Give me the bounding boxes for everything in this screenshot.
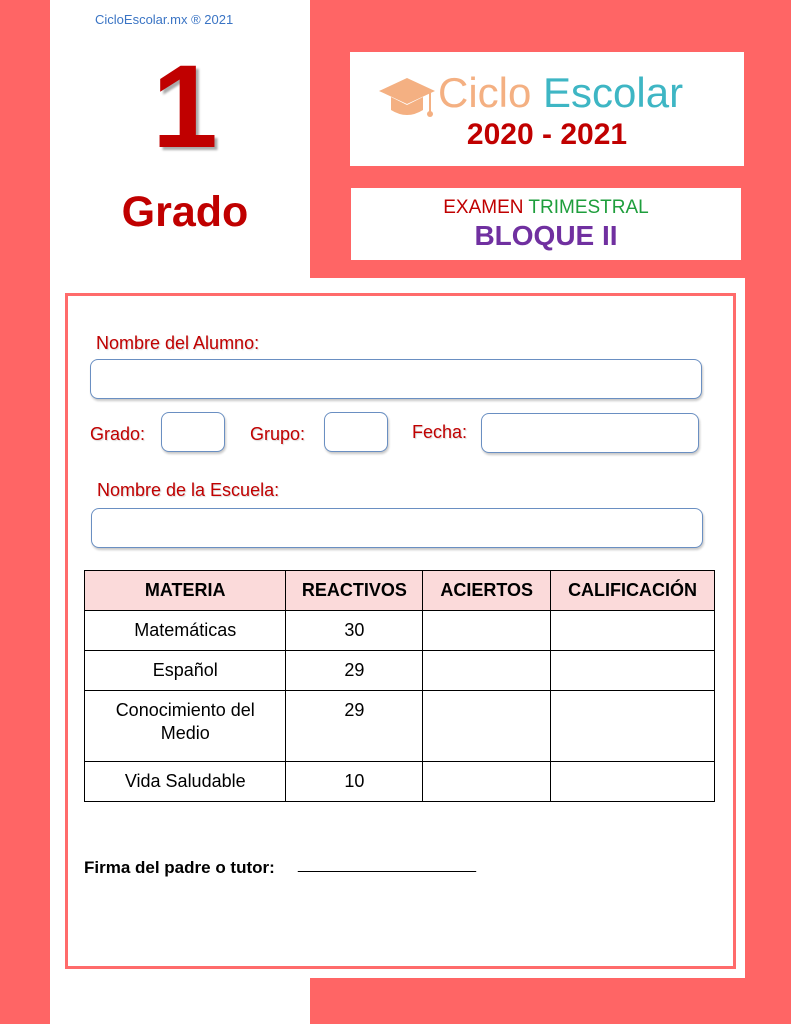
header-reactivos: REACTIVOS <box>286 571 423 611</box>
group-field[interactable] <box>324 412 388 452</box>
table-row <box>85 691 715 762</box>
items-cell: 29 <box>286 691 423 762</box>
table-row <box>85 762 715 802</box>
bottom-color-band <box>310 978 791 1024</box>
subject-cell: Conocimiento del Medio <box>85 691 286 762</box>
school-name-field[interactable] <box>91 508 703 548</box>
student-name-field[interactable] <box>90 359 702 399</box>
graduation-cap-icon <box>378 74 436 124</box>
date-label-text: Fecha <box>412 422 463 442</box>
subject-cell: Español <box>85 651 286 691</box>
grade-number: 1 <box>152 41 218 173</box>
date-field[interactable] <box>481 413 699 453</box>
score-cell[interactable] <box>551 651 715 691</box>
subject-cell: Matemáticas <box>85 611 286 651</box>
grade-label <box>90 424 145 445</box>
date-label <box>412 422 467 443</box>
score-cell[interactable] <box>551 762 715 802</box>
scores-table <box>84 570 715 802</box>
logo-wordmark <box>438 69 684 116</box>
logo-word-ciclo: Ciclo <box>438 69 532 116</box>
score-cell[interactable] <box>551 691 715 762</box>
exam-type <box>351 197 741 219</box>
signature-line[interactable]: ____________________ <box>298 856 476 873</box>
table-row <box>85 611 715 651</box>
student-name-label: Nombre del Alumno: <box>96 333 260 353</box>
group-label-text: Grupo <box>250 424 301 444</box>
logo-word-escolar: Escolar <box>543 69 684 116</box>
table-header-row <box>85 571 715 611</box>
grade-word: Grado <box>121 188 249 236</box>
school-name-label: Nombre de la Escuela: <box>97 480 280 500</box>
items-cell: 30 <box>286 611 423 651</box>
right-color-band <box>745 278 791 1024</box>
grade-field[interactable] <box>161 412 225 452</box>
items-cell: 29 <box>286 651 423 691</box>
group-label <box>250 424 305 445</box>
header-calificacion: CALIFICACIÓN <box>551 571 715 611</box>
correct-cell[interactable] <box>423 651 551 691</box>
exam-block: BLOQUE II <box>474 220 618 251</box>
signature-label: Firma del padre o tutor: <box>84 858 275 877</box>
exam-box <box>351 188 741 260</box>
score-cell[interactable] <box>551 611 715 651</box>
grade-label-text: Grado <box>90 424 141 444</box>
correct-cell[interactable] <box>423 611 551 651</box>
copyright-text: CicloEscolar.mx ® 2021 <box>95 12 234 27</box>
school-year: 2020 - 2021 <box>466 118 628 151</box>
exam-type-word-examen: EXAMEN <box>443 197 524 218</box>
header-materia: MATERIA <box>85 571 286 611</box>
items-cell: 10 <box>286 762 423 802</box>
group-label-colon: : <box>300 424 306 444</box>
subject-cell: Vida Saludable <box>85 762 286 802</box>
header-aciertos: ACIERTOS <box>423 571 551 611</box>
exam-type-word-trimestral: TRIMESTRAL <box>528 197 649 218</box>
correct-cell[interactable] <box>423 691 551 762</box>
date-label-colon: : <box>462 422 468 442</box>
grade-label-colon: : <box>140 424 146 444</box>
logo-box <box>350 52 744 166</box>
table-row <box>85 651 715 691</box>
correct-cell[interactable] <box>423 762 551 802</box>
left-color-band <box>0 0 50 1024</box>
